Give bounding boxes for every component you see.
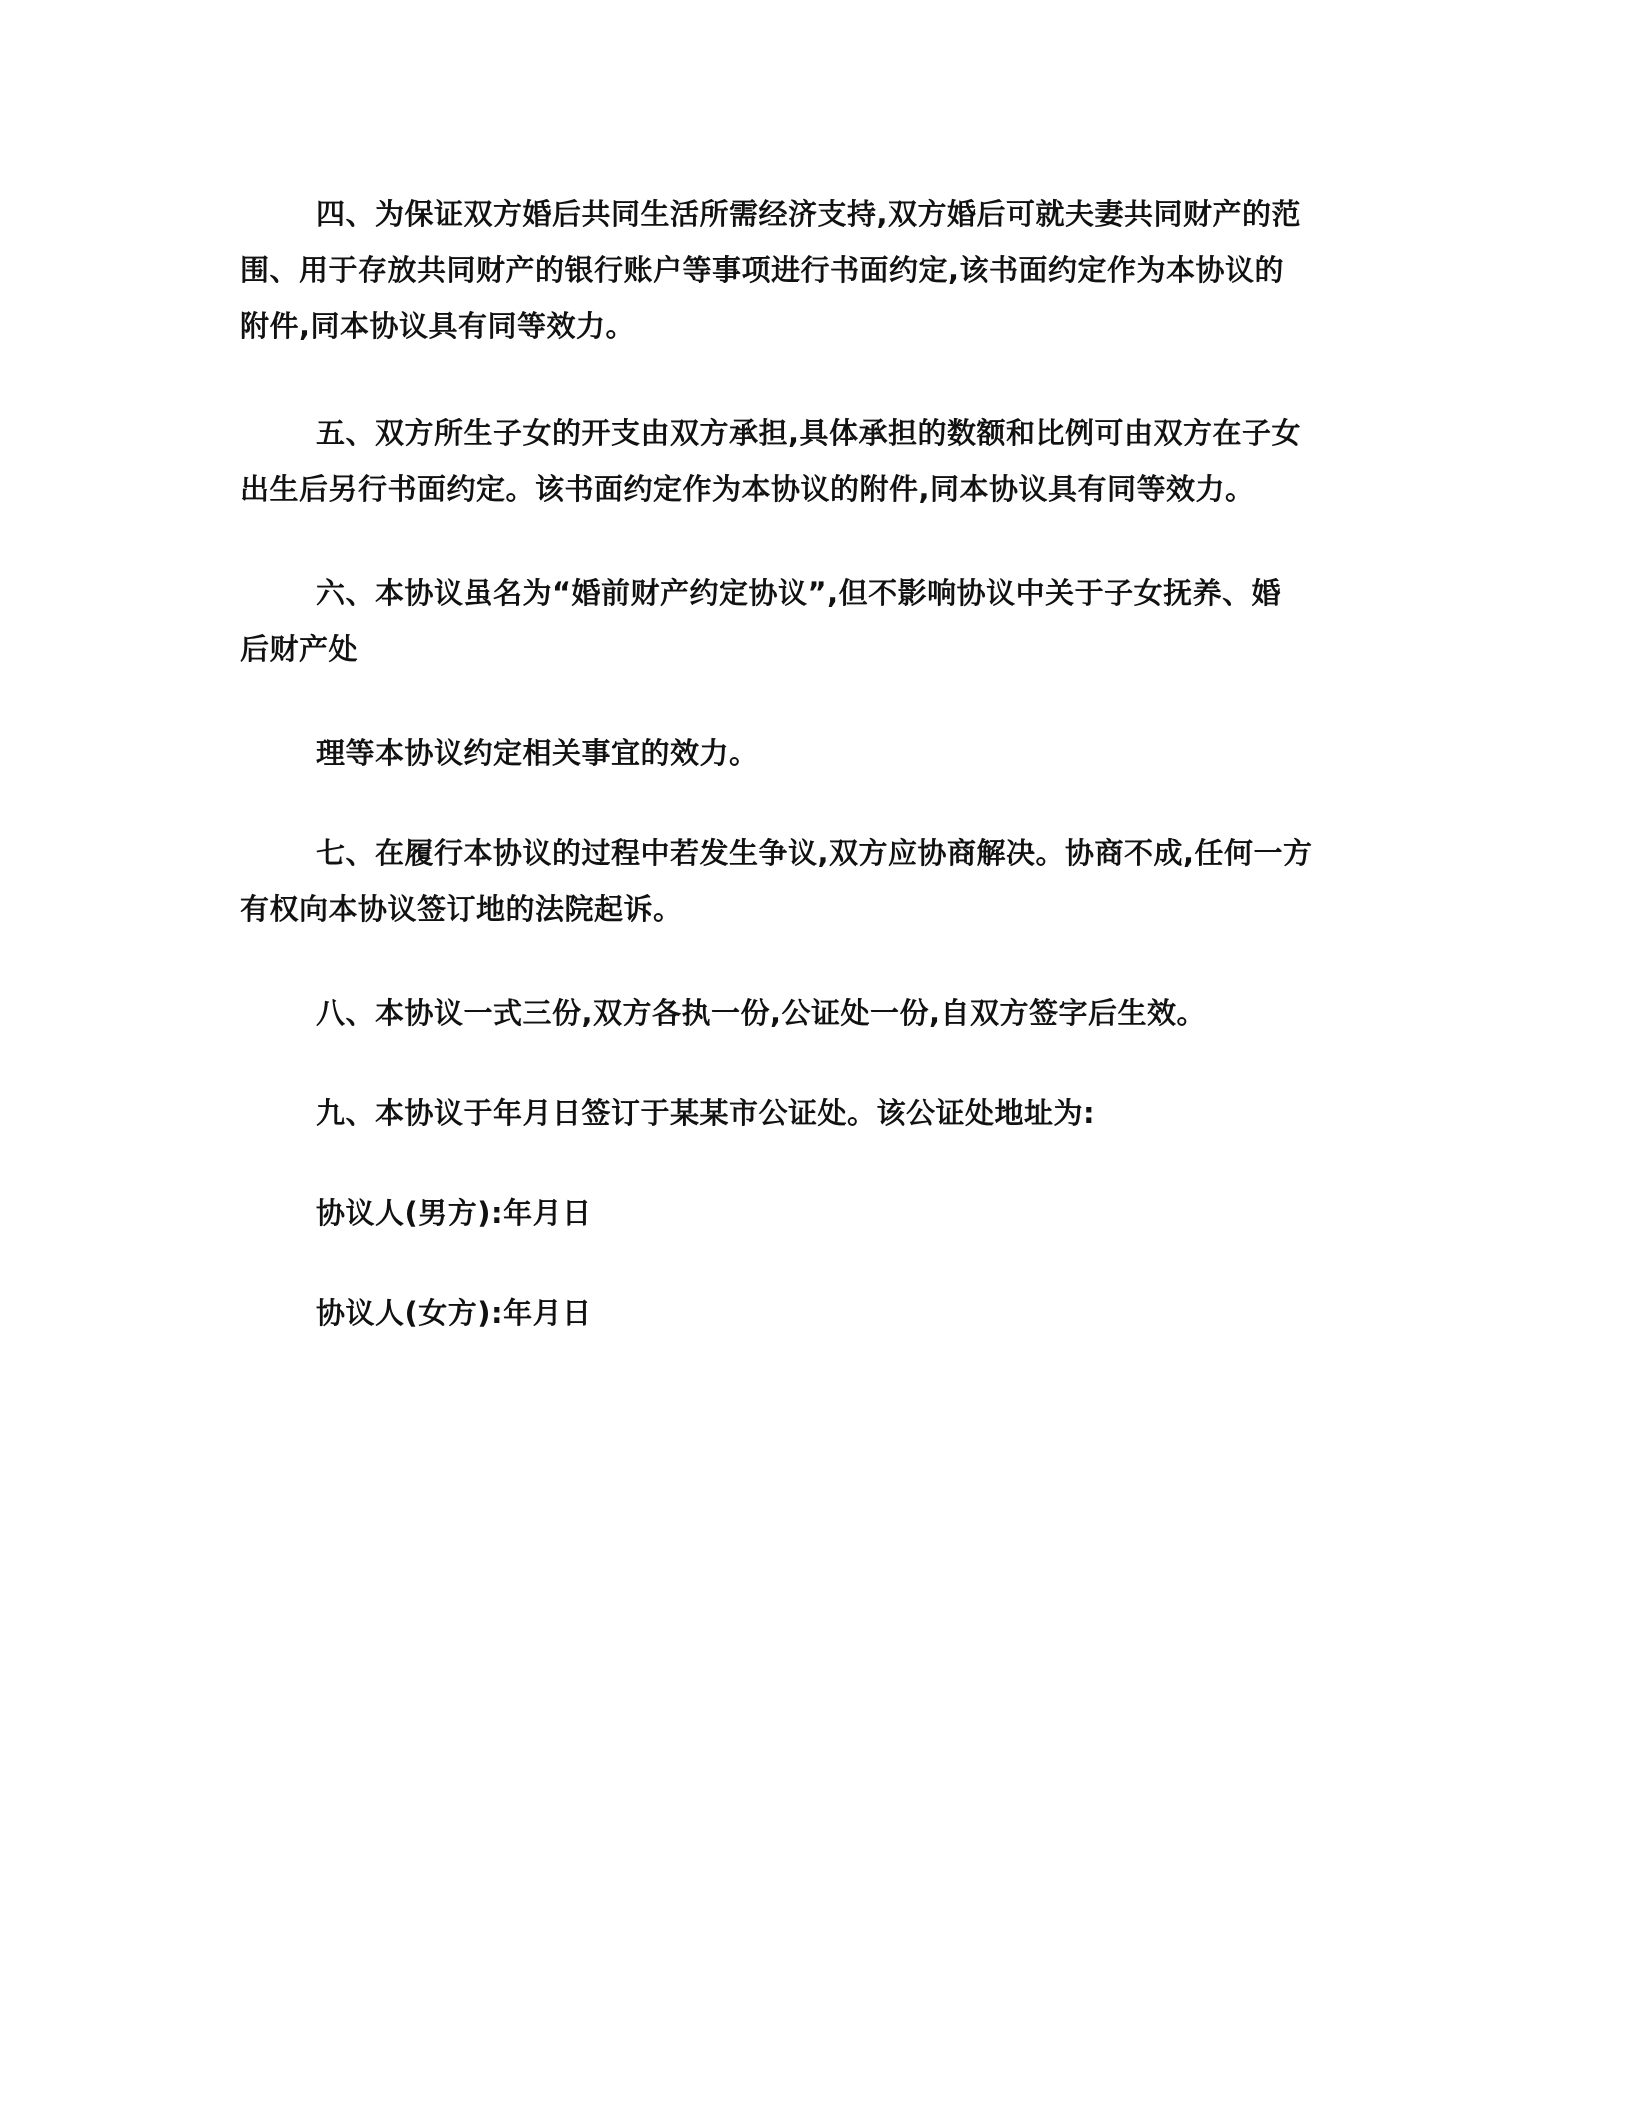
clause-nine-line: 九、本协议于年月日签订于某某市公证处。该公证处地址为: bbox=[316, 1096, 1096, 1130]
signatory-male bbox=[240, 1185, 1390, 1241]
clause-five bbox=[240, 405, 1390, 517]
clause-six-continuation-line: 理等本协议约定相关事宜的效力。 bbox=[316, 736, 759, 770]
clause-seven-line-2: 有权向本协议签订地的法院起诉。 bbox=[240, 892, 683, 926]
clause-seven-line-1: 七、在履行本协议的过程中若发生争议,双方应协商解决。协商不成,任何一方 bbox=[316, 836, 1313, 870]
clause-eight bbox=[240, 985, 1390, 1041]
clause-six-line-2: 后财产处 bbox=[240, 632, 359, 666]
clause-four bbox=[240, 186, 1390, 354]
signatory-male-line: 协议人(男方):年月日 bbox=[316, 1196, 592, 1230]
signatory-female-line: 协议人(女方):年月日 bbox=[316, 1296, 592, 1330]
clause-four-line-1: 四、为保证双方婚后共同生活所需经济支持,双方婚后可就夫妻共同财产的范 bbox=[316, 197, 1302, 231]
clause-eight-line: 八、本协议一式三份,双方各执一份,公证处一份,自双方签字后生效。 bbox=[316, 996, 1207, 1030]
clause-five-line-1: 五、双方所生子女的开支由双方承担,具体承担的数额和比例可由双方在子女 bbox=[316, 416, 1302, 450]
clause-four-line-2: 围、用于存放共同财产的银行账户等事项进行书面约定,该书面约定作为本协议的 bbox=[240, 253, 1285, 287]
clause-seven bbox=[240, 825, 1390, 937]
clause-four-line-3: 附件,同本协议具有同等效力。 bbox=[240, 309, 636, 343]
clause-six-line-1: 六、本协议虽名为“婚前财产约定协议”,但不影响协议中关于子女抚养、婚 bbox=[316, 576, 1282, 610]
clause-nine bbox=[240, 1085, 1390, 1141]
clause-six bbox=[240, 565, 1390, 677]
clause-five-line-2: 出生后另行书面约定。该书面约定作为本协议的附件,同本协议具有同等效力。 bbox=[240, 472, 1255, 506]
signatory-female bbox=[240, 1285, 1390, 1341]
clause-six-continuation bbox=[240, 725, 1390, 781]
